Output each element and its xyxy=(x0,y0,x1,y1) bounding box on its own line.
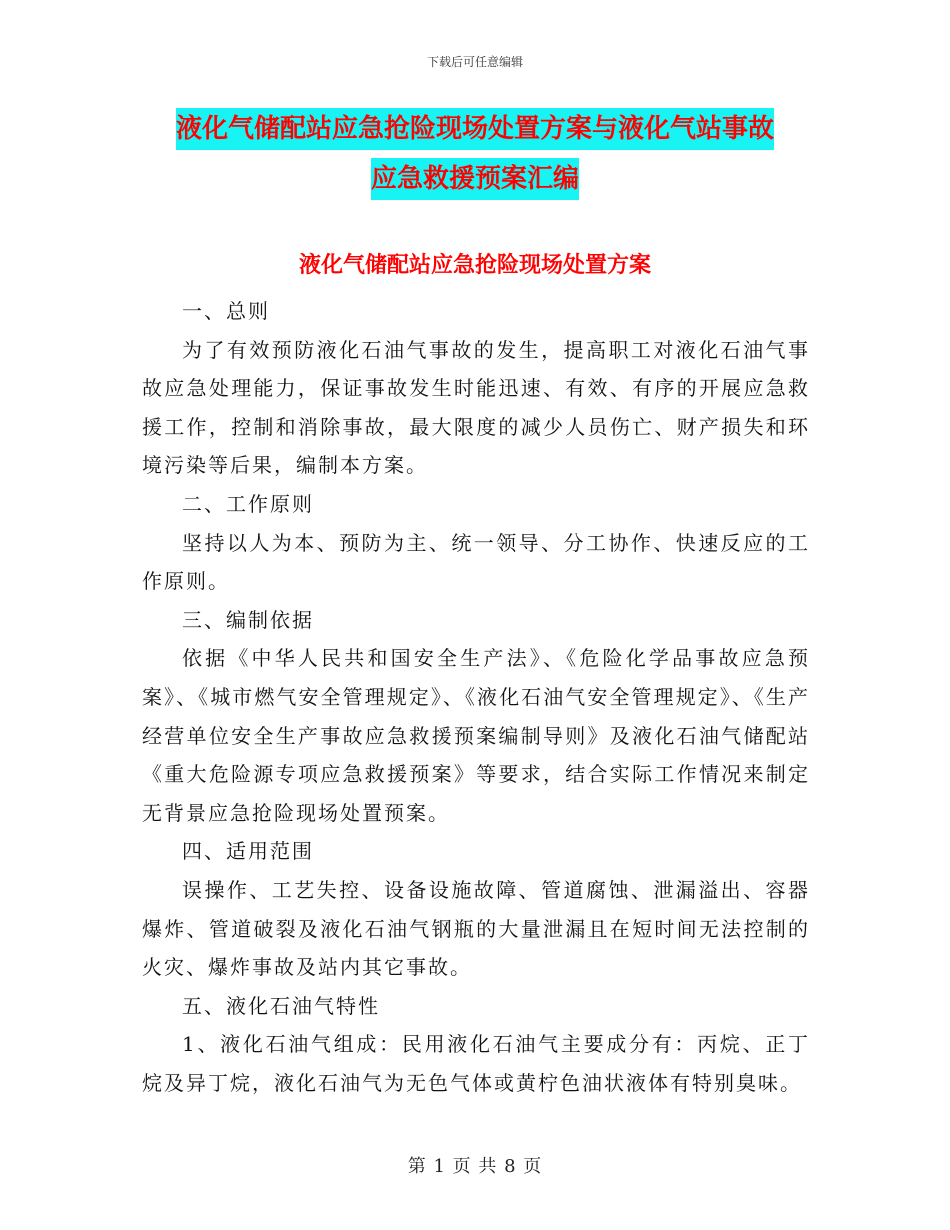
paragraph-general: 为了有效预防液化石油气事故的发生，提高职工对液化石油气事故应急处理能力，保证事故发生时能迅速、有效、有序的开展应急救援工作，控制和消除事故，最大限度的减少人员伤亡、财产损失和环境污染等后果，编制本方案。 xyxy=(142,337,810,478)
title-line-1: 液化气储配站应急抢险现场处置方案与液化气站事故 xyxy=(176,108,774,150)
heading-basis: 三、编制依据 xyxy=(182,607,314,632)
heading-scope: 四、适用范围 xyxy=(182,839,314,864)
section-title: 液化气储配站应急抢险现场处置方案 xyxy=(298,252,651,278)
title-line-2: 应急救援预案汇编 xyxy=(371,158,579,200)
paragraph-scope: 误操作、工艺失控、设备设施故障、管道腐蚀、泄漏溢出、容器爆炸、管道破裂及液化石油气钢瓶的大量泄漏且在短时间无法控制的火灾、爆炸事故及站内其它事故。 xyxy=(142,877,810,980)
heading-general: 一、总则 xyxy=(182,299,270,323)
page-footer: 第 1 页 共 8 页 xyxy=(407,1156,543,1177)
heading-principles: 二、工作原则 xyxy=(182,491,314,516)
heading-properties: 五、液化石油气特性 xyxy=(182,993,380,1018)
document-title xyxy=(140,108,810,200)
document-body xyxy=(142,292,810,1102)
paragraph-basis: 依据《中华人民共和国安全生产法》、《危险化学品事故应急预案》、《城市燃气安全管理规定》、《液化石油气安全管理规定》、《生产经营单位安全生产事故应急救援预案编制导则》及液化石油气储配站《重大危险源专项应急救援预案》等要求，结合实际工作情况来制定无背景应急抢险现场处置预案。 xyxy=(142,646,810,825)
header-note: 下载后可任意编辑 xyxy=(426,55,523,69)
paragraph-principles: 坚持以人为本、预防为主、统一领导、分工协作、快速反应的工作原则。 xyxy=(142,530,810,594)
paragraph-properties: 1、液化石油气组成：民用液化石油气主要成分有：丙烷、正丁烷及异丁烷，液化石油气为无色气体或黄柠色油状液体有特别臭味。 xyxy=(142,1032,810,1095)
